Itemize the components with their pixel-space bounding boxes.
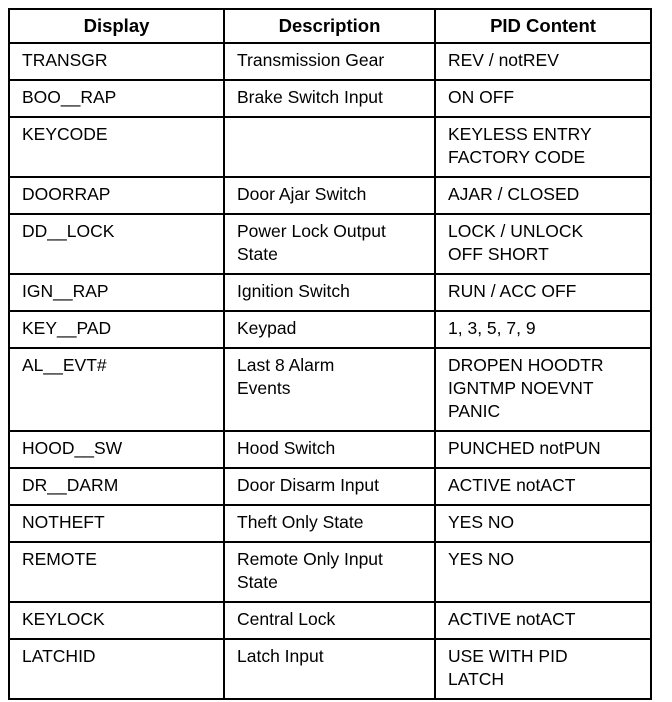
cell-pid-content: RUN / ACC OFF	[435, 274, 651, 311]
cell-display: KEYCODE	[9, 117, 224, 177]
cell-pid-content: DROPEN HOODTR IGNTMP NOEVNT PANIC	[435, 348, 651, 431]
table-row	[9, 639, 651, 699]
table-row	[9, 602, 651, 639]
cell-display: IGN__RAP	[9, 274, 224, 311]
cell-display: BOO__RAP	[9, 80, 224, 117]
cell-display: DD__LOCK	[9, 214, 224, 274]
cell-description: Latch Input	[224, 639, 435, 699]
cell-description: Ignition Switch	[224, 274, 435, 311]
cell-display: NOTHEFT	[9, 505, 224, 542]
cell-pid-content: YES NO	[435, 505, 651, 542]
table-row	[9, 505, 651, 542]
table-row	[9, 43, 651, 80]
table-row	[9, 311, 651, 348]
cell-description: Door Disarm Input	[224, 468, 435, 505]
cell-display: HOOD__SW	[9, 431, 224, 468]
cell-pid-content: AJAR / CLOSED	[435, 177, 651, 214]
header-row	[9, 9, 651, 43]
table-row	[9, 542, 651, 602]
header-description: Description	[224, 9, 435, 43]
cell-display: LATCHID	[9, 639, 224, 699]
cell-pid-content: LOCK / UNLOCK OFF SHORT	[435, 214, 651, 274]
cell-description: Remote Only Input State	[224, 542, 435, 602]
cell-pid-content: REV / notREV	[435, 43, 651, 80]
table-row	[9, 80, 651, 117]
cell-description: Central Lock	[224, 602, 435, 639]
table-row	[9, 431, 651, 468]
cell-description: Last 8 Alarm Events	[224, 348, 435, 431]
table-row	[9, 177, 651, 214]
cell-pid-content: KEYLESS ENTRY FACTORY CODE	[435, 117, 651, 177]
cell-description: Brake Switch Input	[224, 80, 435, 117]
cell-pid-content: ACTIVE notACT	[435, 602, 651, 639]
table-row	[9, 274, 651, 311]
table-body	[9, 43, 651, 699]
table-row	[9, 117, 651, 177]
cell-display: KEY__PAD	[9, 311, 224, 348]
cell-description: Theft Only State	[224, 505, 435, 542]
table-row	[9, 468, 651, 505]
cell-pid-content: 1, 3, 5, 7, 9	[435, 311, 651, 348]
cell-display: REMOTE	[9, 542, 224, 602]
cell-description: Hood Switch	[224, 431, 435, 468]
table-row	[9, 348, 651, 431]
cell-description: Door Ajar Switch	[224, 177, 435, 214]
cell-pid-content: PUNCHED notPUN	[435, 431, 651, 468]
cell-pid-content: USE WITH PID LATCH	[435, 639, 651, 699]
cell-pid-content: YES NO	[435, 542, 651, 602]
cell-description	[224, 117, 435, 177]
header-display: Display	[9, 9, 224, 43]
cell-pid-content: ACTIVE notACT	[435, 468, 651, 505]
cell-display: TRANSGR	[9, 43, 224, 80]
table-header	[9, 9, 651, 43]
cell-display: AL__EVT#	[9, 348, 224, 431]
cell-display: DR__DARM	[9, 468, 224, 505]
cell-description: Power Lock Output State	[224, 214, 435, 274]
cell-display: KEYLOCK	[9, 602, 224, 639]
cell-display: DOORRAP	[9, 177, 224, 214]
header-pid-content: PID Content	[435, 9, 651, 43]
table-row	[9, 214, 651, 274]
pid-table	[8, 8, 652, 700]
cell-pid-content: ON OFF	[435, 80, 651, 117]
cell-description: Transmission Gear	[224, 43, 435, 80]
cell-description: Keypad	[224, 311, 435, 348]
pid-reference-sheet	[8, 8, 650, 700]
